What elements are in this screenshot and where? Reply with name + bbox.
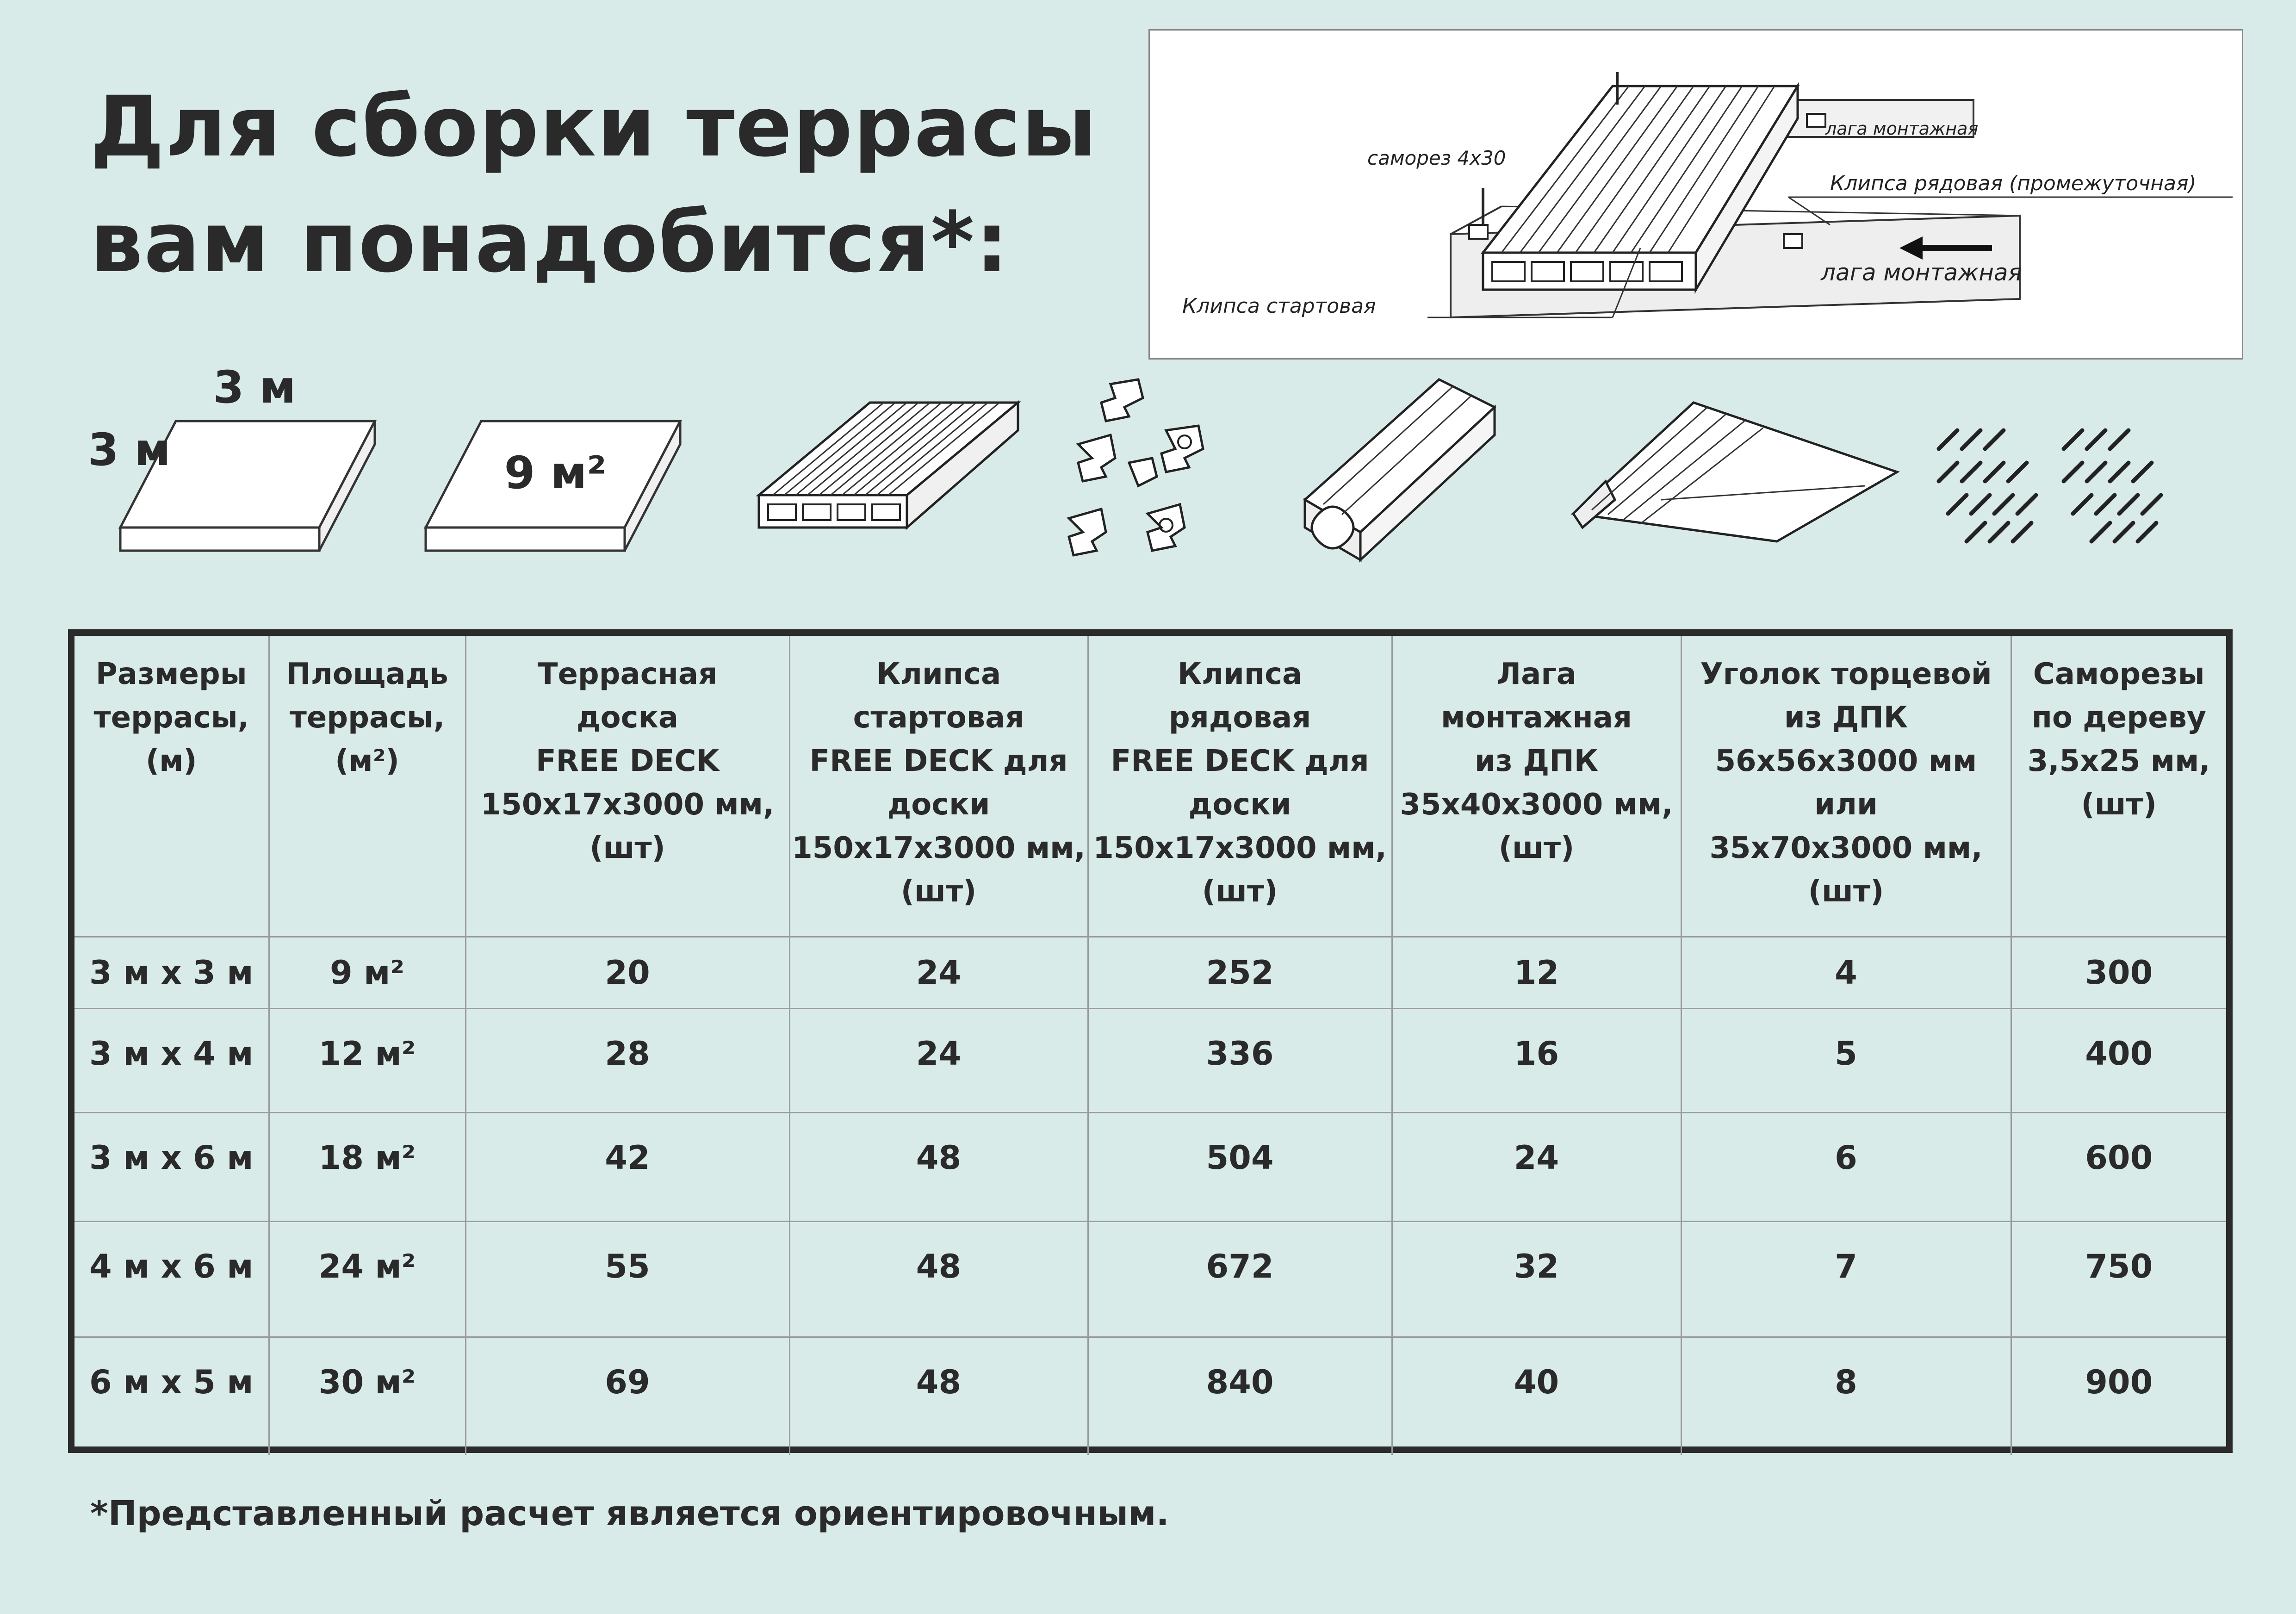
table-cell: 12 м² [269,1008,465,1112]
column-header [465,636,789,937]
footnote: *Представленный расчет является ориентировочным. [90,1494,1169,1533]
column-header-line: 150x17x3000 мм, [480,788,775,822]
table-cell: 24 [789,937,1088,1008]
row-clip-label: Клипса рядовая (промежуточная) [1830,172,2197,195]
table-cell: 48 [789,1337,1088,1455]
column-header-line: Клипса [876,657,1001,691]
column-header-line: по дереву [2031,701,2206,735]
table-cell: 900 [2011,1337,2226,1455]
table-cell: 48 [789,1112,1088,1221]
column-header-line: террасы, [93,701,249,735]
column-header-line: (шт) [1808,875,1884,909]
installation-diagram-drawing [1150,31,2242,358]
screw-label: саморез 4х30 [1367,147,1506,169]
column-header-line: или [1814,788,1878,822]
table-cell: 6 м х 5 м [74,1337,269,1455]
table-cell: 12 [1392,937,1681,1008]
column-header-line: 150x17x3000 мм, [792,831,1086,865]
column-header-line: 56x56x3000 мм [1715,744,1977,778]
column-header-line: доски [887,788,990,822]
deck-board-icon [754,389,1023,546]
table-cell: 3 м х 4 м [74,1008,269,1112]
column-header-line: Саморезы [2033,657,2205,691]
column-header-line: рядовая [1168,701,1311,735]
screws-icon [1930,430,2170,551]
table-cell: 69 [465,1337,789,1455]
table-cell: 32 [1392,1221,1681,1337]
table-row [74,1337,2226,1455]
column-header-line: стартовая [853,701,1024,735]
column-header-line: из ДПК [1784,701,1908,735]
column-header-line: (шт) [1498,831,1575,865]
row-clip [1784,234,1802,248]
table-cell: 750 [2011,1221,2226,1337]
column-header-line: Террасная [537,657,718,691]
column-header-line: (шт) [590,831,665,865]
table-cell: 9 м² [269,937,465,1008]
table-cell: 300 [2011,937,2226,1008]
side-top-label: 3 м [213,361,296,413]
page-title [90,69,1098,301]
materials-table-grid [74,636,2226,1455]
column-header-line: 3,5x25 мм, [2027,744,2210,778]
table-cell: 24 м² [269,1221,465,1337]
column-header-line: террасы, [289,701,445,735]
table-cell: 252 [1088,937,1392,1008]
table-cell: 40 [1392,1337,1681,1455]
table-cell: 672 [1088,1221,1392,1337]
column-header-line: (м) [145,744,197,778]
table-cell: 30 м² [269,1337,465,1455]
terrace-size-icon [83,361,416,565]
table-cell: 336 [1088,1008,1392,1112]
column-header-line: (шт) [1202,875,1278,909]
column-header-line: (шт) [900,875,977,909]
column-header-line: Площадь [286,657,448,691]
column-header-line: Лага [1496,657,1576,691]
table-cell: 8 [1681,1337,2011,1455]
table-cell: 24 [789,1008,1088,1112]
column-header-line: из ДПК [1474,744,1599,778]
title-line-2: вам понадобится*: [90,194,1010,291]
table-cell: 55 [465,1221,789,1337]
column-header-line: монтажная [1441,701,1632,735]
lag-top-label: лага монтажная [1825,118,1979,139]
materials-table [68,629,2233,1453]
column-header-line: 150x17x3000 мм, [1093,831,1387,865]
table-cell: 24 [1392,1112,1681,1221]
table-cell: 16 [1392,1008,1681,1112]
materials-icons [0,361,2296,592]
table-cell: 5 [1681,1008,2011,1112]
column-header [1681,636,2011,937]
table-cell: 840 [1088,1337,1392,1455]
corner-profile-icon [1569,389,1902,546]
start-clip-label: Клипса стартовая [1182,294,1376,318]
table-cell: 4 м х 6 м [74,1221,269,1337]
start-clip [1469,225,1488,239]
column-header-line: Размеры [95,657,247,691]
side-left-label: 3 м [88,424,171,476]
column-header-line: (м²) [335,744,399,778]
column-header [789,636,1088,937]
area-label: 9 м² [504,447,607,499]
column-header-line: Уголок торцевой [1700,657,1992,691]
table-cell: 28 [465,1008,789,1112]
table-cell: 600 [2011,1112,2226,1221]
column-header-line: FREE DECK для [809,744,1068,778]
clips-icon [1060,379,1226,574]
column-header-line: FREE DECK [535,744,720,778]
column-header-line: 35x40x3000 мм, [1400,788,1673,822]
lag-bottom-label: лага монтажная [1821,259,2022,286]
column-header-line: FREE DECK для [1111,744,1369,778]
column-header-line: доски [1188,788,1291,822]
table-cell: 4 [1681,937,2011,1008]
table-cell: 7 [1681,1221,2011,1337]
table-cell: 3 м х 6 м [74,1112,269,1221]
table-row [74,1221,2226,1337]
column-header-line: (шт) [2081,788,2157,822]
column-header-line: Клипса [1177,657,1303,691]
column-header [2011,636,2226,937]
column-header-line: доска [576,701,679,735]
table-cell: 20 [465,937,789,1008]
column-header [1088,636,1392,937]
column-header [269,636,465,937]
column-header [74,636,269,937]
table-row [74,937,2226,1008]
table-row [74,1112,2226,1221]
table-cell: 6 [1681,1112,2011,1221]
title-line-1: Для сборки террасы [90,79,1098,175]
table-cell: 48 [789,1221,1088,1337]
column-header-line: 35x70x3000 мм, [1709,831,1983,865]
table-cell: 42 [465,1112,789,1221]
installation-diagram [1148,29,2243,360]
terrace-area-icon [416,361,703,565]
table-cell: 400 [2011,1008,2226,1112]
table-cell: 18 м² [269,1112,465,1221]
table-row [74,1008,2226,1112]
table-header-row [74,636,2226,937]
table-cell: 3 м х 3 м [74,937,269,1008]
column-header [1392,636,1681,937]
table-cell: 504 [1088,1112,1392,1221]
joist-icon [1291,366,1504,569]
